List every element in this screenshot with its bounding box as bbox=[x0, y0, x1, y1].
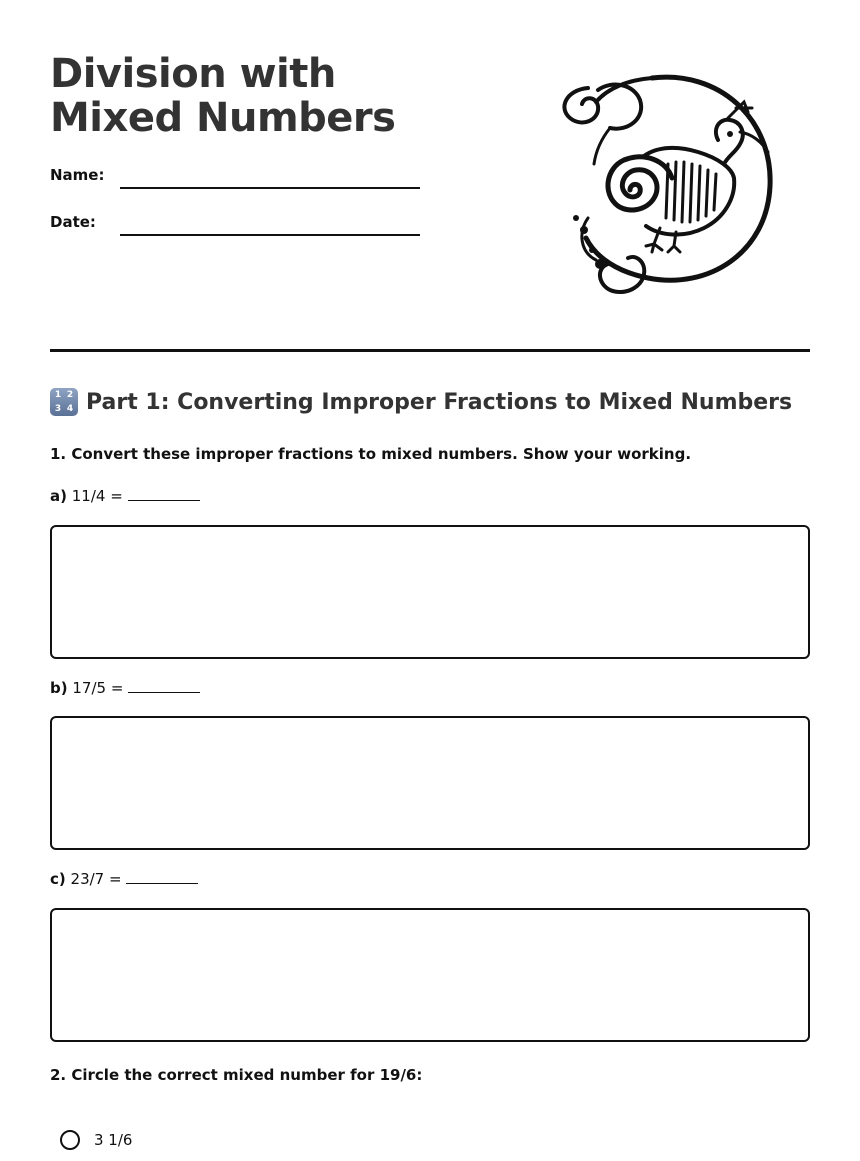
working-box-1b[interactable] bbox=[50, 716, 810, 850]
bird-emblem-logo bbox=[548, 68, 780, 312]
question-1b bbox=[50, 679, 200, 697]
question-1c-expression: 23/7 = bbox=[70, 870, 122, 888]
answer-blank-1b[interactable] bbox=[128, 680, 200, 693]
name-field[interactable] bbox=[120, 187, 420, 189]
part1-heading bbox=[50, 388, 792, 416]
section-divider bbox=[50, 349, 810, 352]
question-1b-expression: 17/5 = bbox=[72, 679, 124, 697]
question-1a-expression: 11/4 = bbox=[71, 487, 123, 505]
radio-circle-icon[interactable] bbox=[60, 1130, 80, 1150]
answer-blank-1c[interactable] bbox=[126, 871, 198, 884]
question-1a-label: a) bbox=[50, 487, 67, 505]
input-numbers-icon: 1 2 3 4 bbox=[50, 388, 78, 416]
question-2-text: 2. Circle the correct mixed number for 19/6: bbox=[50, 1066, 423, 1084]
question-1b-label: b) bbox=[50, 679, 68, 697]
date-field[interactable] bbox=[120, 234, 420, 236]
answer-blank-1a[interactable] bbox=[128, 488, 200, 501]
working-box-1c[interactable] bbox=[50, 908, 810, 1042]
question-1c-label: c) bbox=[50, 870, 66, 888]
question-1-text: 1. Convert these improper fractions to mixed numbers. Show your working. bbox=[50, 445, 692, 463]
question-2-option-label: 3 1/6 bbox=[94, 1131, 133, 1149]
question-2-option[interactable] bbox=[60, 1130, 132, 1150]
page-title: Division with Mixed Numbers bbox=[50, 51, 396, 141]
question-1a bbox=[50, 487, 200, 505]
working-box-1a[interactable] bbox=[50, 525, 810, 659]
question-1c bbox=[50, 870, 198, 888]
name-label: Name: bbox=[50, 166, 105, 184]
date-label: Date: bbox=[50, 213, 96, 231]
part1-heading-text: Part 1: Converting Improper Fractions to Mixed Numbers bbox=[86, 389, 793, 415]
